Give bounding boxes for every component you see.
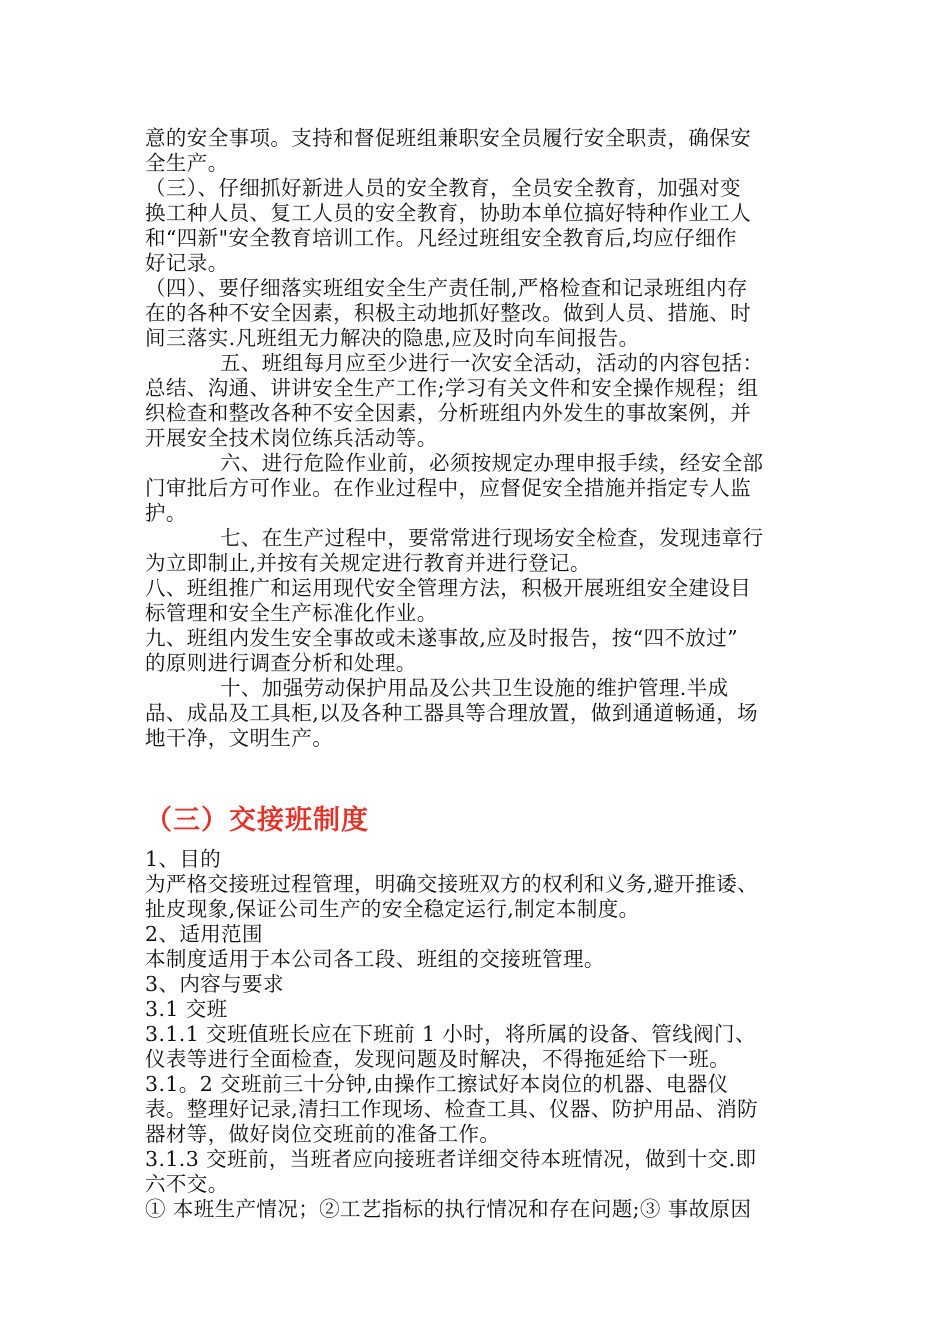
paragraph-line: 的原则进行调查分析和处理。 [145,651,417,675]
paragraph-line: 开展安全技术岗位练兵活动等。 [145,426,438,450]
paragraph-line: 间三落实.凡班组无力解决的隐患,应及时向车间报告。 [145,326,640,350]
paragraph-line: 全生产。 [145,151,229,175]
paragraph-line: 在的各种不安全因素，积极主动地抓好整改。做到人员、措施、时 [145,301,752,325]
paragraph-line: 护。 [145,501,187,525]
paragraph-line: 六不交。 [145,1172,229,1196]
section-heading: （三）交接班制度 [145,805,369,836]
paragraph-line: 为立即制止,并按有关规定进行教育并进行登记。 [145,551,591,575]
paragraph-line: 表。整理好记录,清扫工作现场、检查工具、仪器、防护用品、消防 [145,1097,759,1121]
paragraph-line: 3.1.1 交班值班长应在下班前 1 小时，将所属的设备、管线阀门、 [145,1022,756,1046]
paragraph-line: 意的安全事项。支持和督促班组兼职安全员履行安全职责，确保安 [145,126,752,150]
paragraph-line: 品、成品及工具柜,以及各种工器具等合理放置，做到通道畅通，场 [145,701,759,725]
paragraph-line: ① 本班生产情况；②工艺指标的执行情况和存在问题;③ 事故原因 [145,1197,752,1221]
paragraph-line: 本制度适用于本公司各工段、班组的交接班管理。 [145,947,605,971]
paragraph-line: 2、适用范围 [145,922,263,946]
paragraph-line: 地干净，文明生产。 [145,726,334,750]
paragraph-line: 扯皮现象,保证公司生产的安全稳定运行,制定本制度。 [145,897,640,921]
paragraph-line: 六、进行危险作业前，必须按规定办理申报手续，经安全部 [220,451,764,475]
paragraph-line: 为严格交接班过程管理，明确交接班双方的权利和义务,避开推诿、 [145,872,759,896]
paragraph-line: 总结、沟通、讲讲安全生产工作;学习有关文件和安全操作规程；组 [145,376,759,400]
paragraph-line: 3.1 交班 [145,997,228,1021]
paragraph-line: （三）、仔细抓好新进人员的安全教育，全员安全教育，加强对变 [145,176,741,200]
paragraph-line: 3.1。2 交班前三十分钟,由操作工擦试好本岗位的机器、电器仪 [145,1072,729,1096]
paragraph-line: 七、在生产过程中，要常常进行现场安全检查，发现违章行 [220,526,764,550]
paragraph-line: 织检查和整改各种不安全因素，分析班组内外发生的事故案例，并 [145,401,752,425]
paragraph-line: 3、内容与要求 [145,972,284,996]
paragraph-line: （四）、要仔细落实班组安全生产责任制,严格检查和记录班组内存 [145,276,748,300]
paragraph-line: 好记录。 [145,251,229,275]
paragraph-line: 3.1.3 交班前，当班者应向接班者详细交待本班情况，做到十交.即 [145,1147,757,1171]
paragraph-line: 标管理和安全生产标准化作业。 [145,601,438,625]
paragraph-line: 十、加强劳动保护用品及公共卫生设施的维护管理.半成 [220,676,729,700]
paragraph-line: 门审批后方可作业。在作业过程中，应督促安全措施并指定专人监 [145,476,752,500]
paragraph-line: 仪表等进行全面检查，发现问题及时解决，不得拖延给下一班。 [145,1047,731,1071]
paragraph-line: 1、目的 [145,847,222,871]
paragraph-line: 换工种人员、复工人员的安全教育，协助本单位搞好特种作业工人 [145,201,752,225]
paragraph-line: 器材等，做好岗位交班前的准备工作。 [145,1122,501,1146]
paragraph-line: 八、班组推广和运用现代安全管理方法，积极开展班组安全建设目 [145,576,752,600]
paragraph-line: 五、班组每月应至少进行一次安全活动，活动的内容包括： [220,351,764,375]
paragraph-line: 九、班组内发生安全事故或未遂事故,应及时报告，按“四不放过” [145,626,738,650]
paragraph-line: 和“四新"安全教育培训工作。凡经过班组安全教育后,均应仔细作 [145,226,737,250]
